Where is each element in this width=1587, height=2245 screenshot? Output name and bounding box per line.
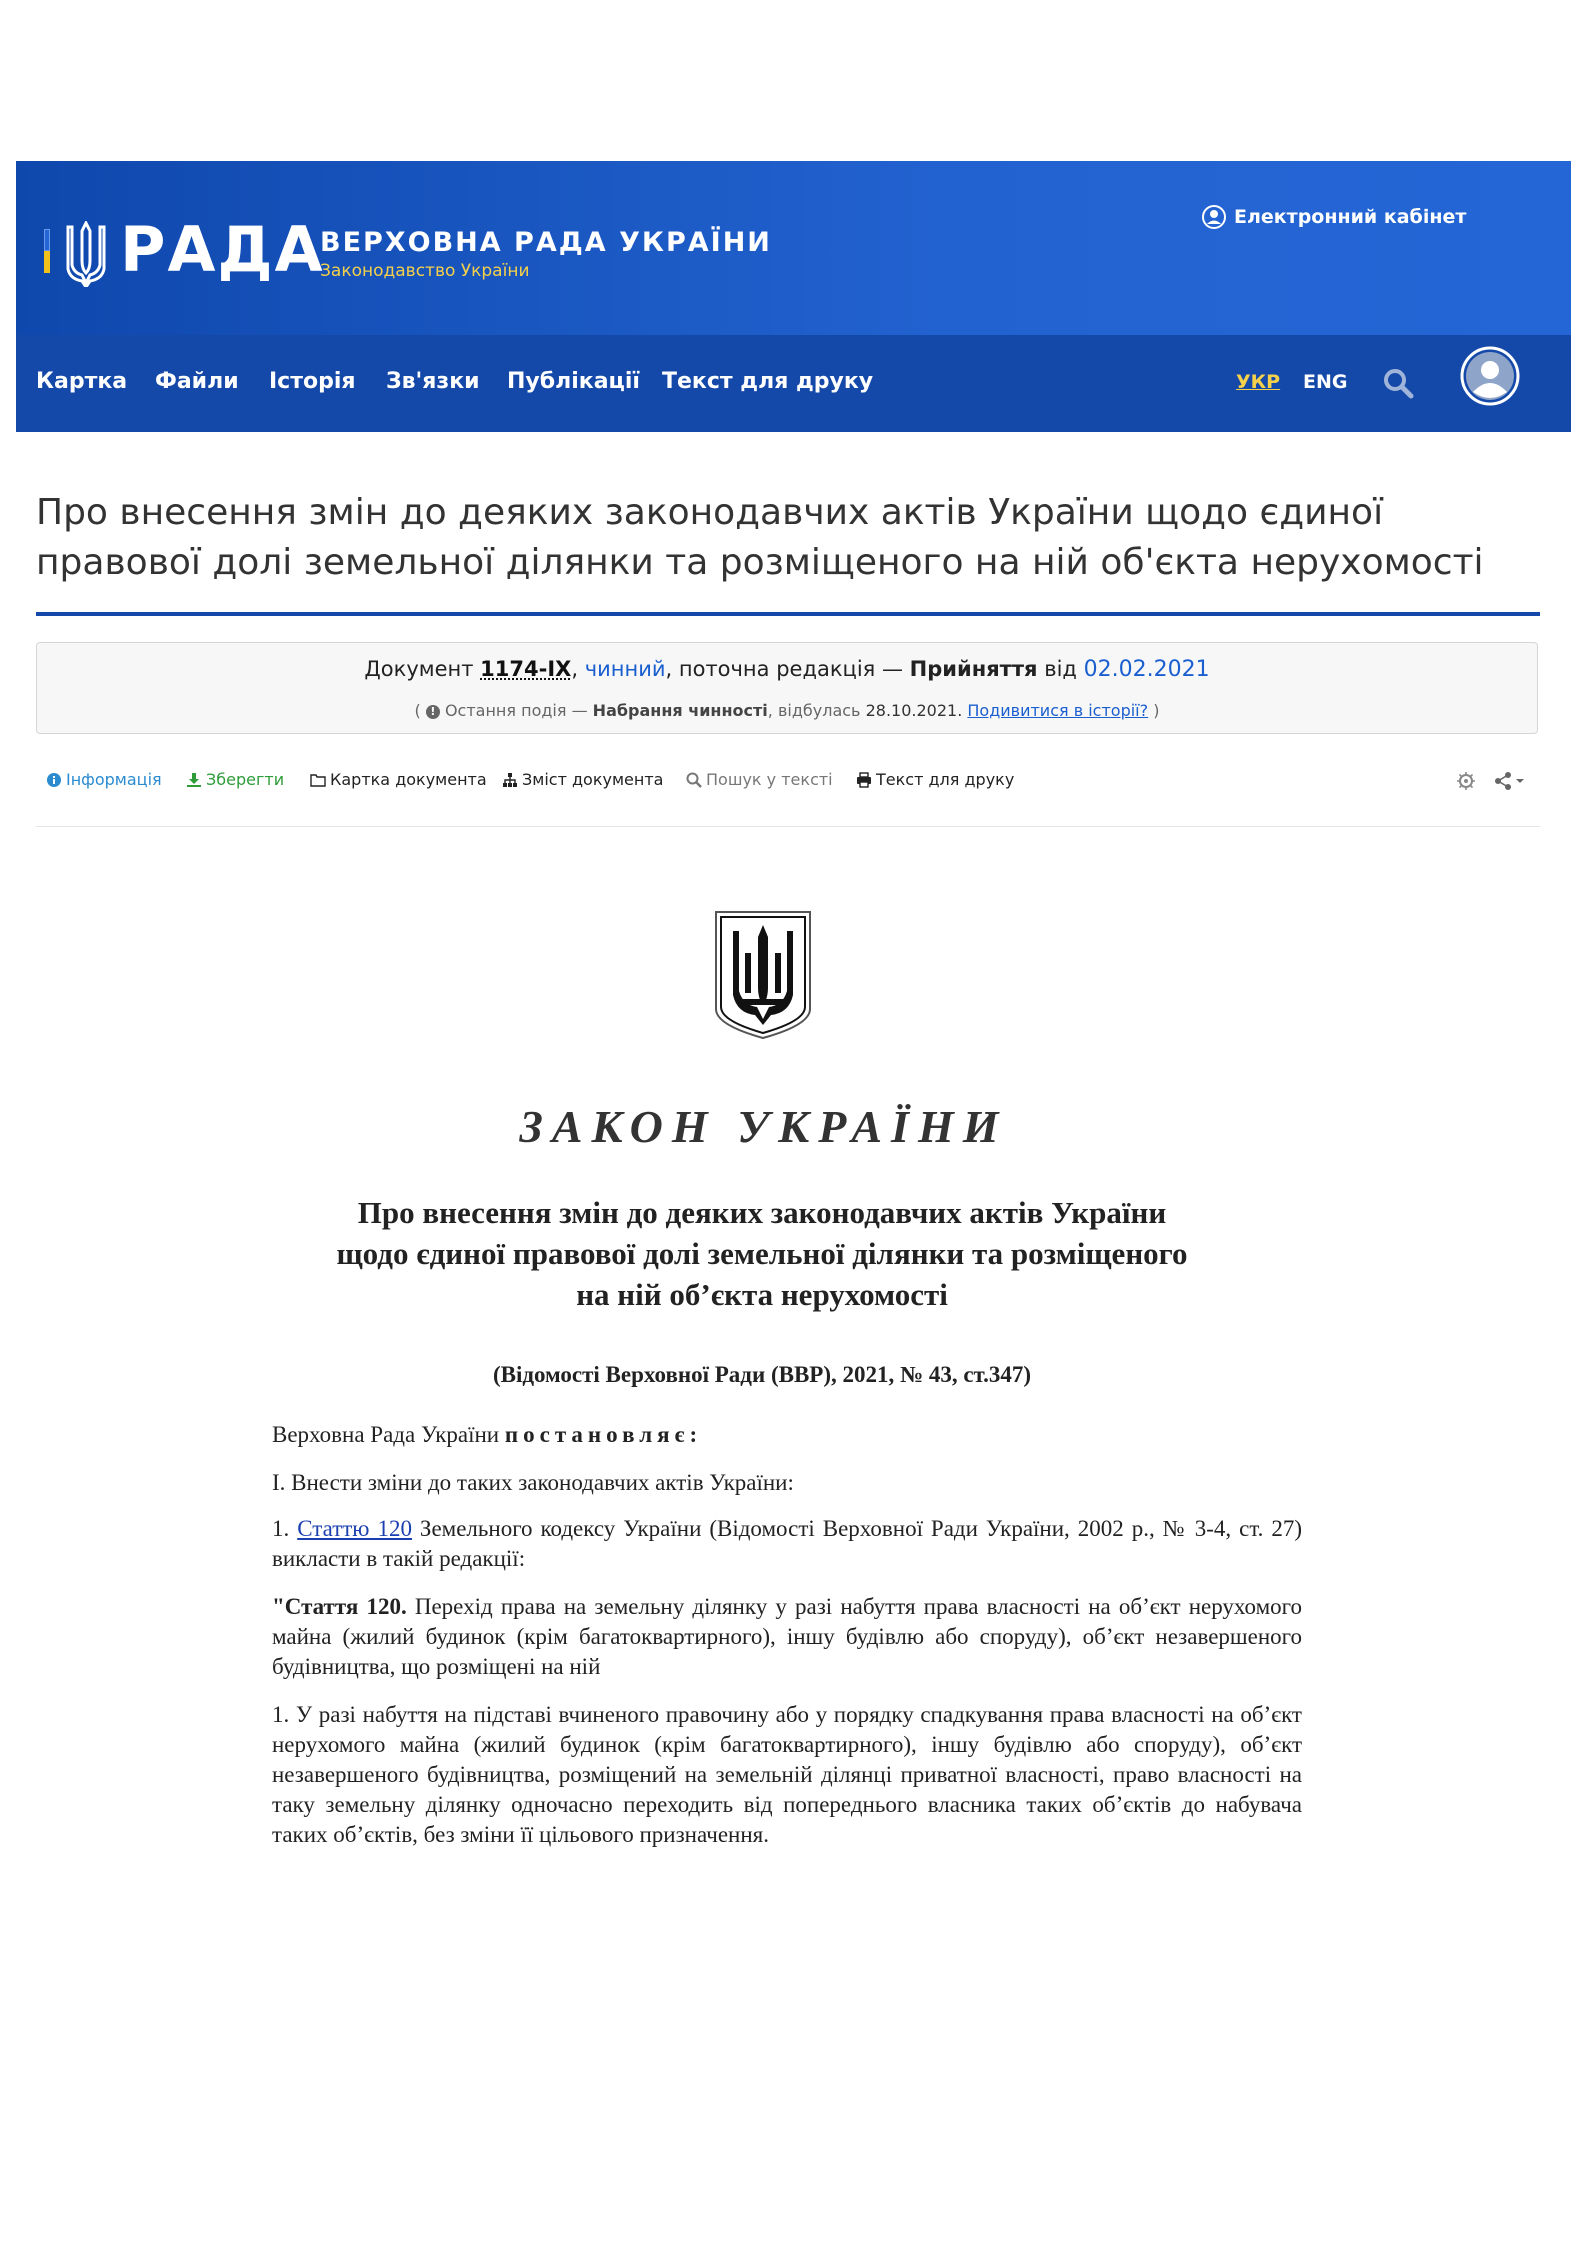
nav-item-files[interactable]: Файли bbox=[155, 369, 239, 394]
contents-button[interactable] bbox=[502, 770, 663, 789]
site-subtitle: Законодавство України bbox=[320, 261, 530, 281]
share-icon[interactable] bbox=[1494, 770, 1528, 792]
law-heading: ЗАКОН УКРАЇНИ bbox=[519, 1101, 1008, 1152]
law-title-line: щодо єдиної правової долі земельної ділянки та розміщеного bbox=[336, 1236, 1188, 1271]
law-title bbox=[240, 1192, 1284, 1315]
page-title: Про внесення змін до деяких законодавчих актів України щодо єдиної правової долі земельної ділянки та розміщеного на ній об'єкта нерухомості bbox=[36, 492, 1484, 583]
main-nav bbox=[16, 335, 1571, 432]
adoption-from: від bbox=[1044, 657, 1077, 681]
doc-prefix: Документ bbox=[364, 657, 474, 681]
law-title-line: на ній об’єкта нерухомості bbox=[576, 1277, 948, 1312]
card-label: Картка документа bbox=[330, 770, 487, 789]
item-1-text: Земельного кодексу України (Відомості Верховної Ради України, 2002 р., № 3-4, ст. 27) викласти в такій редакції: bbox=[272, 1516, 1303, 1571]
history-link[interactable]: Подивитися в історії? bbox=[967, 701, 1149, 720]
cabinet-label: Електронний кабінет bbox=[1234, 206, 1467, 228]
paragraph-article-120 bbox=[224, 1592, 1302, 1682]
adoption-label: Прийняття bbox=[909, 657, 1038, 681]
search-text-button[interactable] bbox=[686, 770, 833, 789]
toolbar-divider bbox=[36, 826, 1540, 827]
item-1-number: 1. bbox=[272, 1516, 290, 1541]
print-button[interactable] bbox=[856, 770, 1014, 789]
nav-item-history[interactable]: Історія bbox=[269, 369, 356, 394]
search-icon[interactable] bbox=[1382, 367, 1414, 399]
info-circle-icon bbox=[46, 772, 62, 788]
article-120-text: Перехід права на земельну ділянку у разі набуття права власності на об’єкт нерухомого майна (жилий будинок (крім багатоквартирного), іншу будівлю або споруду), об’єкт незавершеного будівництва, що розміщені на ній bbox=[272, 1594, 1303, 1679]
paragraph-preamble bbox=[224, 1420, 1302, 1450]
nav-item-card[interactable]: Картка bbox=[36, 369, 128, 394]
event-name: Набрання чинності bbox=[592, 701, 768, 720]
article-120-link[interactable]: Статтю 120 bbox=[297, 1516, 412, 1541]
nav-item-links[interactable]: Зв'язки bbox=[386, 369, 480, 394]
site-header bbox=[16, 161, 1571, 335]
search-text-label: Пошук у тексті bbox=[706, 770, 833, 789]
lang-eng[interactable]: ENG bbox=[1303, 371, 1348, 393]
sitemap-icon bbox=[502, 772, 518, 788]
event-prefix: Остання подія — bbox=[444, 701, 588, 720]
article-120-heading: "Стаття 120. bbox=[272, 1594, 407, 1619]
clause-1-text: 1. У разі набуття на підставі вчиненого правочину або у порядку спадкування права власності на об’єкт нерухомого майна (жилий будинок (крім багатоквартирного), іншу будівлю або споруду), об’єкт незавершеного будівництва, розміщений на земельній ділянці приватної власності, право власності на таку земельну ділянку одночасно переходить від попереднього власника таких об’єктів до набувача таких об’єктів, без зміни її цільового призначення. bbox=[272, 1702, 1302, 1847]
paragraph-item-1 bbox=[224, 1514, 1302, 1574]
validity-status[interactable]: чинний bbox=[584, 657, 666, 681]
status-line: Документ 1174-IX, чинний, поточна редакція — Прийняття від 02.02.2021 bbox=[364, 657, 1210, 682]
cabinet-link[interactable] bbox=[1202, 205, 1466, 229]
site-title[interactable]: ВЕРХОВНА РАДА УКРАЇНИ bbox=[320, 227, 772, 258]
download-icon bbox=[186, 772, 202, 788]
coat-of-arms-icon bbox=[713, 909, 813, 1041]
law-source: (Відомості Верховної Ради (ВВР), 2021, № 43, ст.347) bbox=[492, 1362, 1032, 1387]
edition-text: , поточна редакція — bbox=[665, 657, 903, 681]
paragraph-clause-1 bbox=[224, 1700, 1302, 1850]
event-happened: , відбулась bbox=[767, 701, 861, 720]
nav-item-publications[interactable]: Публікації bbox=[507, 369, 640, 394]
settings-gear-icon[interactable] bbox=[1456, 770, 1476, 792]
folder-icon bbox=[310, 772, 326, 788]
document-status bbox=[36, 642, 1538, 734]
flag-bar bbox=[44, 229, 50, 273]
adoption-date[interactable]: 02.02.2021 bbox=[1083, 657, 1210, 682]
doc-number[interactable]: 1174-IX bbox=[480, 657, 572, 681]
preamble-bold: постановляє: bbox=[504, 1422, 703, 1447]
printer-icon bbox=[856, 772, 872, 788]
intro-text: I. Внести зміни до таких законодавчих актів України: bbox=[272, 1470, 794, 1495]
card-button[interactable] bbox=[310, 770, 487, 789]
paragraph-intro bbox=[224, 1468, 1302, 1498]
event-date: 28.10.2021. bbox=[865, 701, 963, 720]
contents-label: Зміст документа bbox=[522, 770, 664, 789]
law-title-line: Про внесення змін до деяких законодавчих актів України bbox=[357, 1195, 1167, 1230]
save-label: Зберегти bbox=[206, 770, 285, 789]
last-event-line: ( ! Остання подія — Набрання чинності, відбулась 28.10.2021. Подивитися в історії? ) bbox=[414, 701, 1160, 720]
info-label: Інформація bbox=[66, 770, 162, 789]
avatar-icon[interactable] bbox=[1460, 346, 1520, 406]
user-circle-icon bbox=[1202, 205, 1226, 229]
preamble-text: Верховна Рада України bbox=[272, 1422, 500, 1447]
magnifier-icon bbox=[686, 772, 702, 788]
nav-item-print-text[interactable]: Текст для друку bbox=[662, 369, 874, 394]
info-button[interactable] bbox=[46, 770, 162, 789]
info-icon: ! bbox=[426, 705, 440, 719]
print-label: Текст для друку bbox=[876, 770, 1015, 789]
lang-ukr[interactable]: УКР bbox=[1236, 371, 1281, 393]
logo-word[interactable]: РАДА bbox=[120, 213, 325, 286]
save-button[interactable] bbox=[186, 770, 284, 789]
trident-icon[interactable] bbox=[64, 221, 108, 287]
title-divider bbox=[36, 612, 1540, 616]
